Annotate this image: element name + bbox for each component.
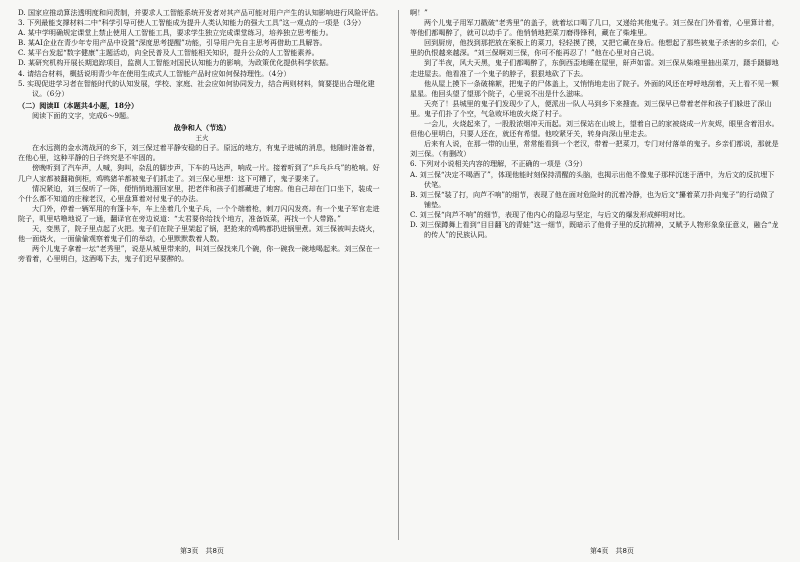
story-paragraph: 他从屋上摸下一条破棉絮，把鬼子的尸体盖上，又悄悄地走出了院子。外面的风还在呼呼地刮着，天上看不见一颗星星。他回头望了望那个院子，心里说不出是什么滋味。 xyxy=(410,78,779,98)
q6-option-d: D. 刘三保蹲舞上看到“目目翻飞的青蛙”这一细节，既暗示了他骨子里的反抗精神，又赋予人物形象象征意义，融合“龙的传人”的民族认同。 xyxy=(410,219,779,240)
section-heading: （二）阅读Ⅱ（本题共4小题，18分） xyxy=(18,100,139,110)
story-paragraph: 傍晚听到了汽车声，人喊，狗叫，杂乱的脚步声，下车的马达声，响成一片。接着听到了“乒乓乒乓”的枪响。好几户人家都被翻箱倒柜，鸡鸭猪羊都被鬼子们抓走了。刘三保心里想：这下可糟了，鬼子要来了。 xyxy=(18,163,380,183)
q6-option-c: C. 刘三保“向芦不响”的细节，表现了他内心的隐忍与坚定，与后文的爆发形成鲜明对比。 xyxy=(410,209,690,219)
q3-option-a: A. 某中学明确规定课堂上禁止使用人工智能工具，要求学生独立完成课堂练习，培养独立思考能力。 xyxy=(18,28,333,38)
question-3: 3. 下列最能支撑材料二中“科学引导可使人工智能成为提升人类认知能力的强大工具”这一观点的一项是（3分） xyxy=(18,18,366,28)
story-paragraph: 在水远测的金水湾战河的乡下，刘三保过着平静安稳的日子。原远的地方，有鬼子进城的消息，他随时准备着，在他心里，这种平静的日子终究是不牢固的。 xyxy=(18,143,380,163)
story-title: 战争和人（节选） xyxy=(173,123,231,133)
q3-option-d: D. 某研究机构开展长期追踪项目，监测人工智能对国民认知能力的影响，为政策优化提供科学依据。 xyxy=(18,58,333,68)
question-6: 6. 下列对小说相关内容的理解，不正确的一项是（3分） xyxy=(410,159,587,169)
story-paragraph: 回到厨房，他找到那把放在案板上的菜刀，轻轻摸了摸，又把它藏在身后。他想起了那些被鬼子杀害的乡亲们，心里的仇恨越来越深。“刘三保啊刘三保，你可不能再忍了！”他在心里对自己说。 xyxy=(410,38,779,58)
reading-instruction: 阅读下面的文字，完成6～9题。 xyxy=(32,110,134,120)
story-paragraph: 啊！” xyxy=(410,8,428,17)
q3-option-c: C. 某平台发起“数字健康”主题活动，向全民普及人工智能相关知识，提升公众的人工智能素养。 xyxy=(18,48,319,58)
right-column xyxy=(410,8,780,540)
story-paragraph: 后来有人说，在那一带的山里，常常能看到一个老汉，带着一把菜刀，专门对付落单的鬼子。乡亲们都说，那就是刘三保。（有删改） xyxy=(410,139,779,159)
story-paragraph: 情况紧迫，刘三保听了一阵，便悄悄地溜回家里，把老伴和孩子们都藏进了地窖。他自己却在门口坐下，装成一个什么都不知道的庄稼老汉，心里盘算着对付鬼子的办法。 xyxy=(18,183,380,203)
story-paragraph: 到了半夜，风大天黑，鬼子们都喝醉了，东倒西歪地睡在屋里，鼾声如雷。刘三保从柴堆里抽出菜刀，蹑手蹑脚地走进屋去。他看准了一个鬼子的脖子，狠狠地砍了下去。 xyxy=(410,58,779,78)
page-number-right: 第4页 共8页 xyxy=(590,547,634,555)
story-paragraph: 一会儿，火烧起来了，一股股浓烟冲天而起。刘三保站在山坡上，望着自己的家被烧成一片灰烬，眼里含着泪水。但他心里明白，只要人还在，就还有希望。他咬紧牙关，转身向深山里走去。 xyxy=(410,119,779,139)
story-paragraph: 两个儿鬼子用军刀戳破“老秀里”的盖子，就着坛口喝了几口，又递给其他鬼子。刘三保在门外看着，心里算计着，等他们都喝醉了，就可以动手了。他悄悄地把菜刀磨得锋利，藏在了柴堆里。 xyxy=(410,18,779,38)
question-5: 5. 实现促进学习者在智能时代的认知发展，学校、家庭、社会应如何协同发力，结合两则材料，简要提出合理化建议。（6分） xyxy=(18,78,375,98)
story-paragraph: 天，变黑了，院子里点起了火把。鬼子们在院子里架起了锅，把抢来的鸡鸭都扔进锅里煮。刘三保被叫去烧火，他一面烧火，一面偷偷观察着鬼子们的举动，心里默默数着人数。 xyxy=(18,223,380,244)
story-paragraph: 天亮了！县城里的鬼子们发现少了人，便派出一队人马到乡下来搜查。刘三保早已带着老伴和孩子们躲进了深山里。鬼子们扑了个空，气急败坏地放火烧了村子。 xyxy=(410,98,772,118)
q3-option-b: B. 某AI企业在青少年专用产品中设置“深度思考提醒”功能，引导用户先自主思考再借助工具解答。 xyxy=(18,38,327,48)
q6-option-a: A. 刘三保“决定不喝酒了”，体现他能时刻保持清醒的头脑，也揭示出他不像鬼子那样沉迷于酒中，为后文的反抗埋下伏笔。 xyxy=(410,169,775,189)
q6-option-b: B. 刘三保“装了打，向芦不响”的细节，表现了他在面对危险时的沉着冷静，也为后文“攥着菜刀扑向鬼子”的行动做了铺垫。 xyxy=(410,189,775,209)
page-number-left: 第3页 共8页 xyxy=(180,547,224,555)
story-author: 王火 xyxy=(195,134,209,143)
story-paragraph: 两个儿鬼子拿着一坛“老秀里”，说是从城里带来的，叫刘三保找来几个碗，你一碗我一碗地喝起来。刘三保在一旁看着，心里明白，这酒喝下去，鬼子们迟早要醉的。 xyxy=(18,244,380,264)
q2-option-d: D. 国家应推动算法透明度和问责制，并要求人工智能系统开发者对其产品可能对用户产生的认知影响进行风险评估。 xyxy=(18,8,383,17)
column-divider xyxy=(398,10,399,540)
question-4: 4. 请结合材料，概括说明青少年在使用生成式人工智能产品时应如何保持理性。（4分） xyxy=(18,68,291,78)
left-column xyxy=(18,8,386,540)
story-paragraph: 大门外，停着一辆军用的有篷卡车，车上坐着几个鬼子兵，一个个端着枪，刺刀闪闪发亮。有一个鬼子军官走进院子，叽里咕噜地说了一通，翻译官在旁边说道：“太君要你给找个地方，准备饭菜，再找一个人带路。” xyxy=(18,203,380,223)
